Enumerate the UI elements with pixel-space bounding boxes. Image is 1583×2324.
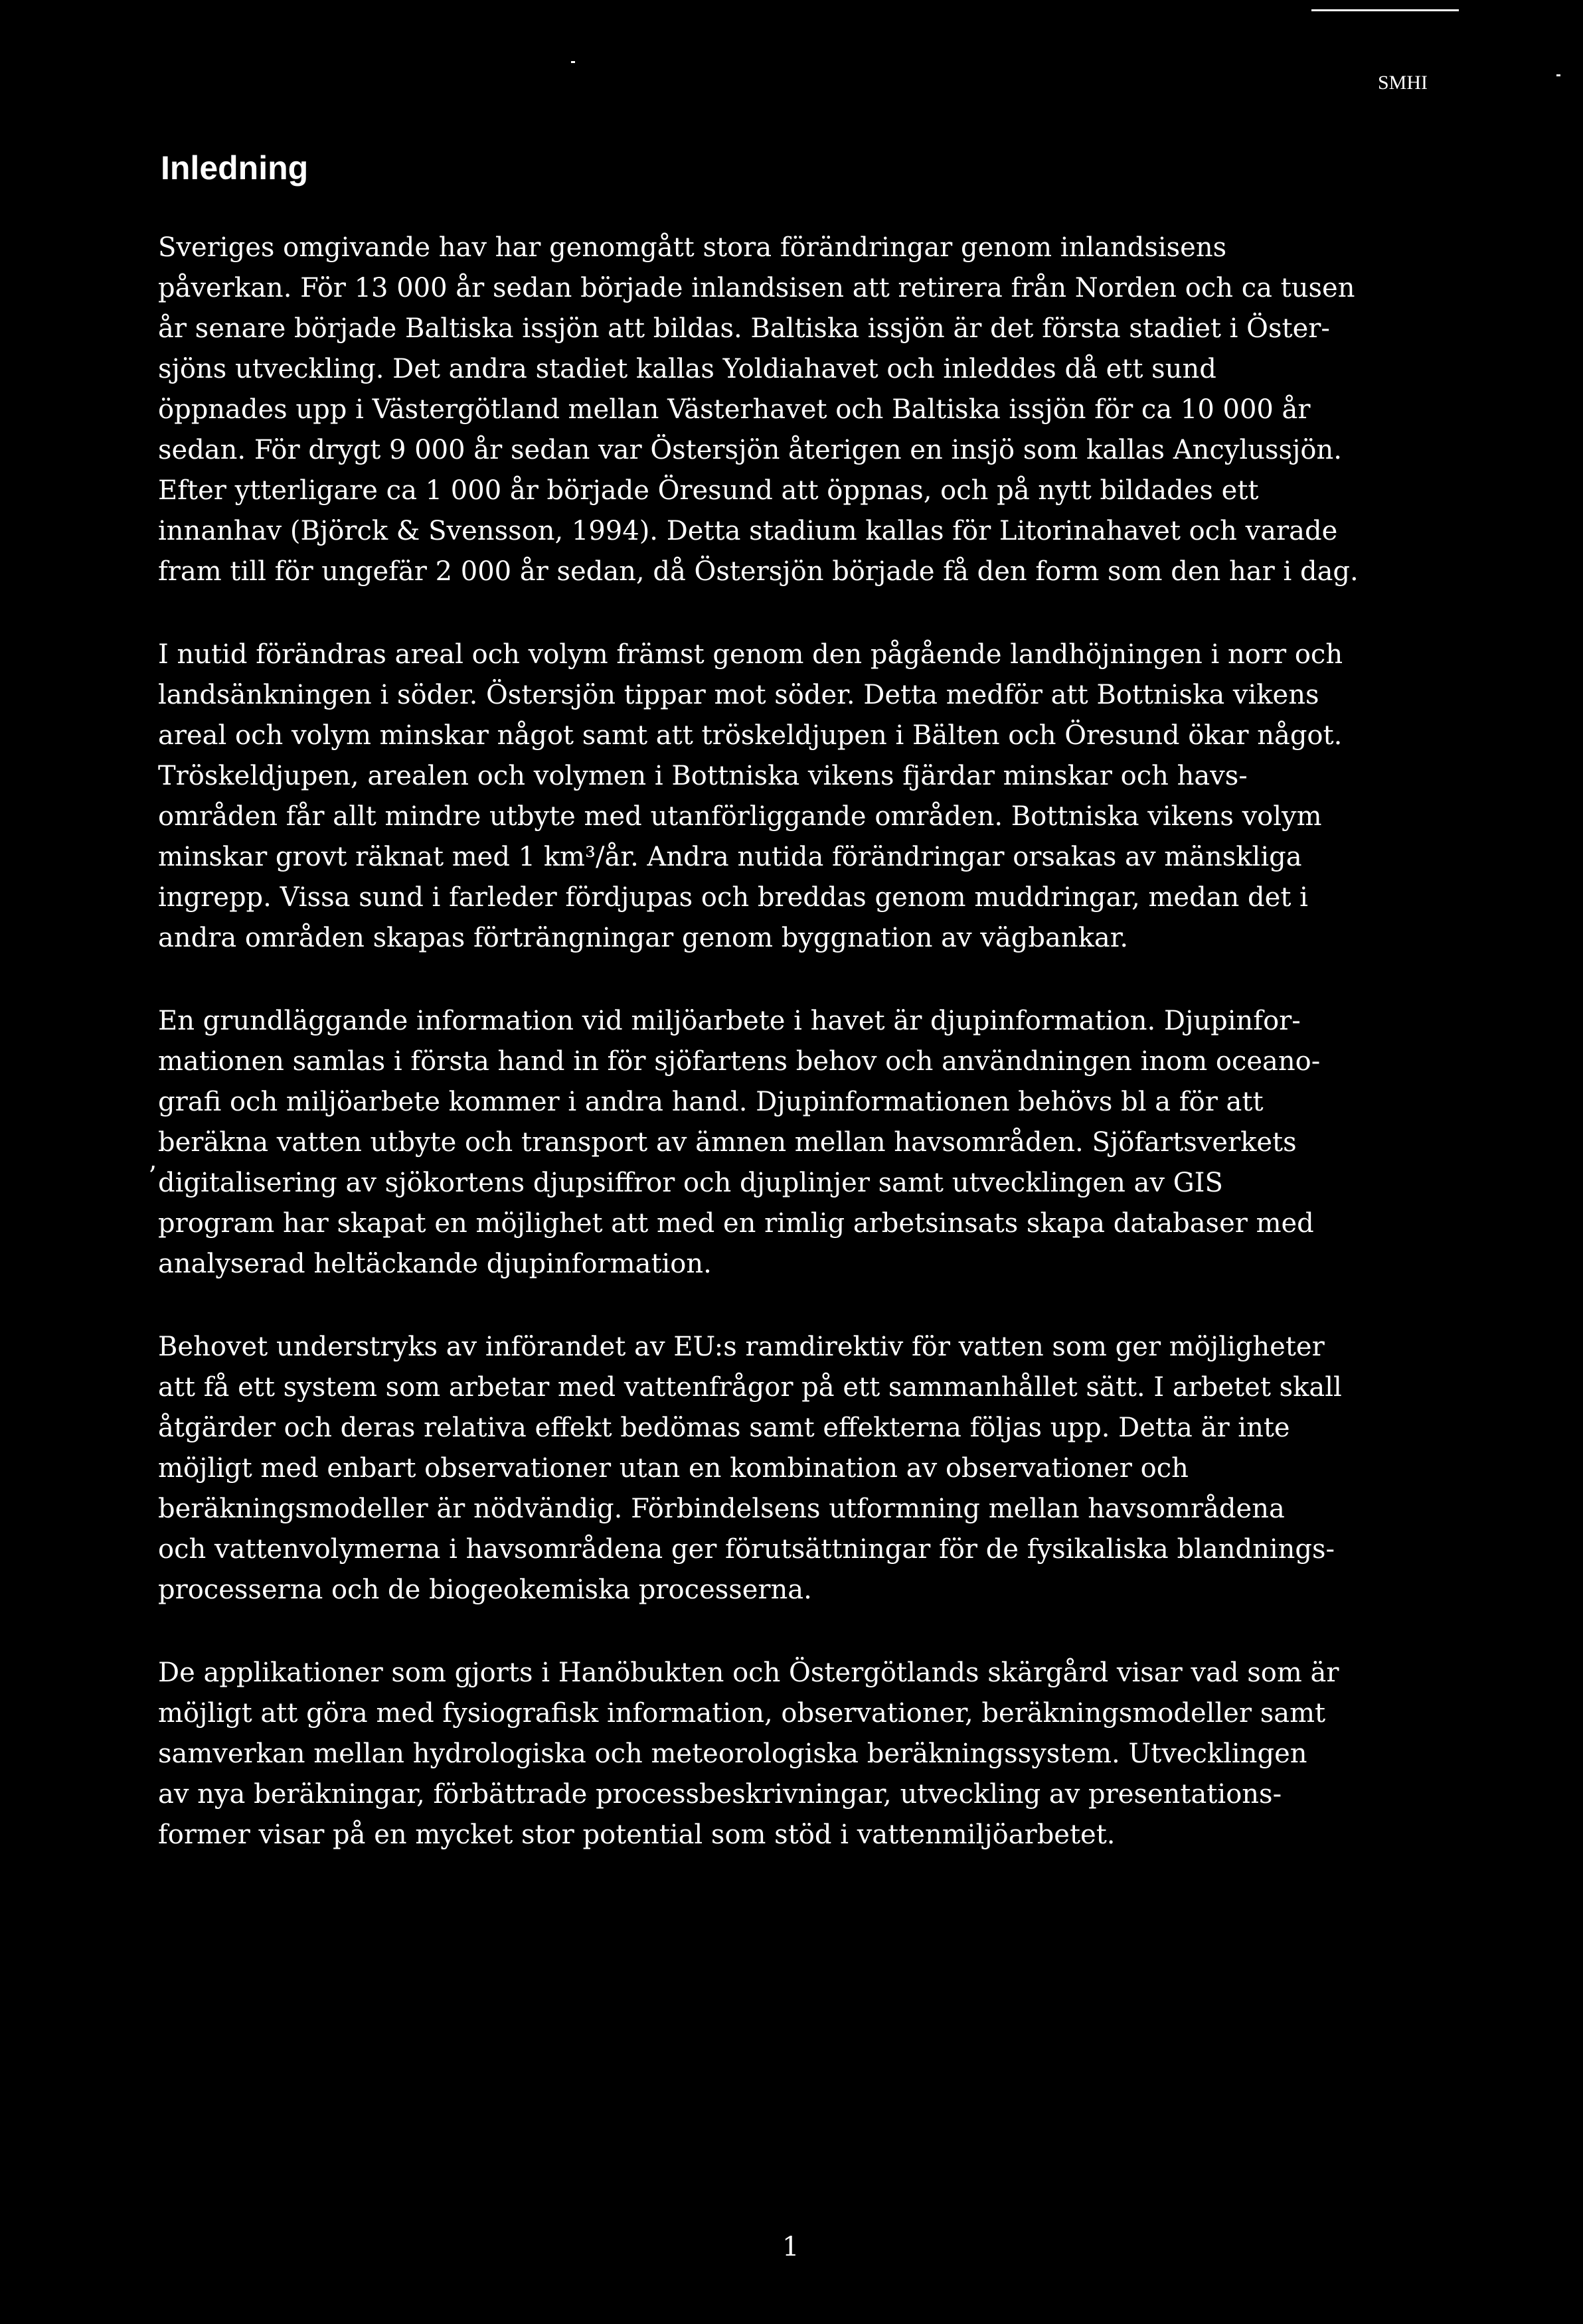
scan-speck [1556, 74, 1560, 76]
paragraph: En grundläggande information vid miljöarbete i havet är djupinformation. Djupinfor- mationen samlas i första hand in för sjöfartens behov och användningen inom oceano- grafi och miljöarbete kommer i andra hand. Djupinformationen behövs bl a för att beräkna vatten utbyte och transport av ämnen mellan havsområden. Sjöfartsverkets digitalisering av sjökortens djupsiffror och djuplinjer samt utvecklingen av GIS program har skapat en möjlighet att med en rimlig arbetsinsats skapa databaser med analyserad heltäckande djupinformation. [158, 1006, 1321, 1279]
body-text [158, 228, 1454, 1898]
page-number: 1 [782, 2232, 799, 2262]
margin-mark: ʼ [147, 1162, 156, 1192]
org-label: SMHI [1378, 72, 1428, 94]
scan-speck [571, 61, 575, 63]
paragraph: I nutid förändras areal och volym främst genom den pågående landhöjningen i norr och landsänkningen i söder. Östersjön tippar mot söder. Detta medför att Bottniska vikens areal och volym minskar något samt att tröskeldjupen i Bälten och Öresund ökar något. Tröskeldjupen, arealen och volymen i Bottniska vikens fjärdar minskar och havs- områden får allt mindre utbyte med utanförliggande områden. Bottniska vikens volym minskar grovt räknat med 1 km³/år. Andra nutida förändringar orsakas av mänskliga ingrepp. Vissa sund i farleder fördjupas och breddas genom muddringar, medan det i andra områden skapas förträngningar genom byggnation av vägbankar. [158, 639, 1343, 953]
paragraph: Behovet understryks av införandet av EU:s ramdirektiv för vatten som ger möjligheter att få ett system som arbetar med vattenfrågor på ett sammanhållet sätt. I arbetet skall åtgärder och deras relativa effekt bedömas samt effekterna följas upp. Detta är inte möjligt med enbart observationer utan en kombination av observationer och beräkningsmodeller är nödvändig. Förbindelsens utformning mellan havsområdena och vattenvolymerna i havsområdena ger förutsättningar för de fysikaliska blandnings- processerna och de biogeokemiska processerna. [158, 1332, 1342, 1605]
paragraph: Sveriges omgivande hav har genomgått stora förändringar genom inlandsisens påverkan. För 13 000 år sedan började inlandsisen att retirera från Norden och ca tusen år senare började Baltiska issjön att bildas. Baltiska issjön är det första stadiet i Öster- sjöns utveckling. Det andra stadiet kallas Yoldiahavet och inleddes då ett sund öppnades upp i Västergötland mellan Västerhavet och Baltiska issjön för ca 10 000 år sedan. För drygt 9 000 år sedan var Östersjön återigen en insjö som kallas Ancylussjön. Efter ytterligare ca 1 000 år började Öresund att öppnas, och på nytt bildades ett innanhav (Björck & Svensson, 1994). Detta stadium kallas för Litorinahavet och varade fram till för ungefär 2 000 år sedan, då Östersjön började få den form som den har i dag. [158, 232, 1359, 587]
paragraph: De applikationer som gjorts i Hanöbukten och Östergötlands skärgård visar vad som är möjligt att göra med fysiografisk information, observationer, beräkningsmodeller samt samverkan mellan hydrologiska och meteorologiska beräkningssystem. Utvecklingen av nya beräkningar, förbättrade processbeskrivningar, utveckling av presentations- former visar på en mycket stor potential som stöd i vattenmiljöarbetet. [158, 1658, 1339, 1850]
section-title: Inledning [161, 149, 309, 187]
top-rule [1311, 9, 1459, 11]
